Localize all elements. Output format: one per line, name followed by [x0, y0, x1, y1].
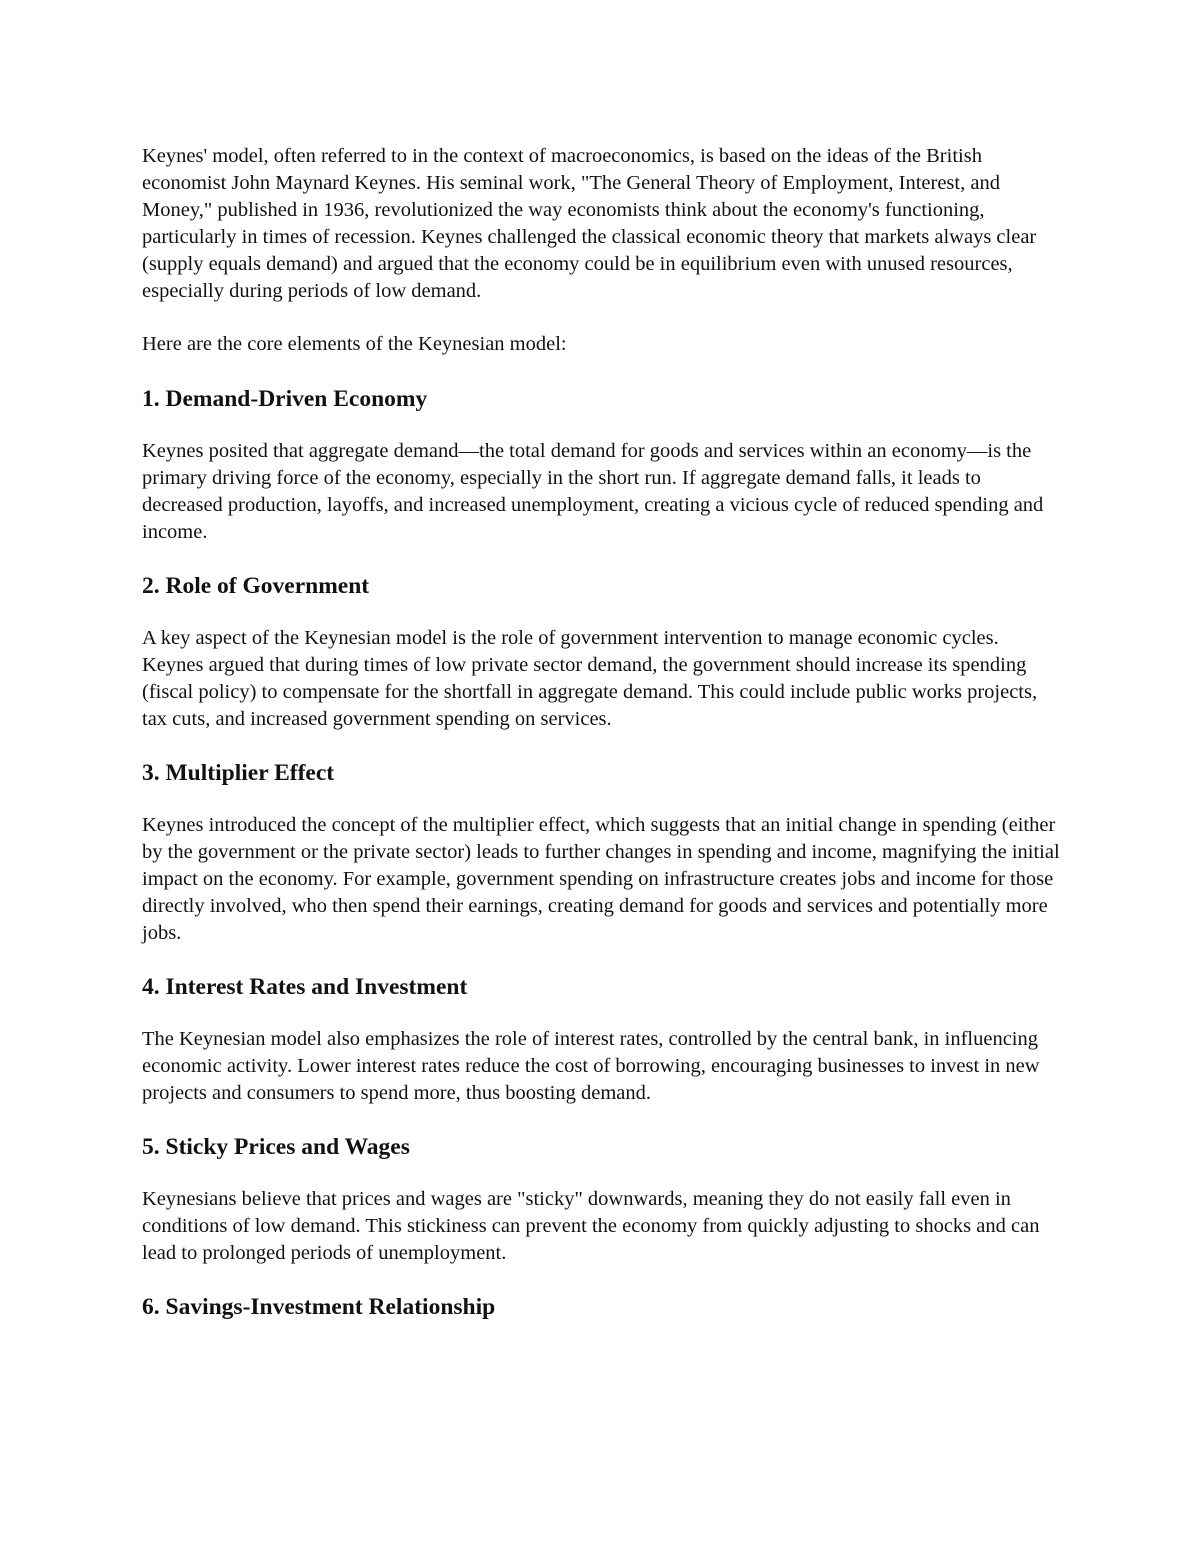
section-body-role-of-government: A key aspect of the Keynesian model is the role of government intervention to manage economic cycles. Keynes argued that during times of low private sector demand, the government should increase its spending (fiscal policy) to compensate for the shortfall in aggregate demand. This could include public works projects, tax cuts, and increased government spending on services.: [142, 627, 1038, 730]
section-heading-savings-investment: 6. Savings-Investment Relationship: [142, 1294, 496, 1320]
section-body-multiplier-effect: Keynes introduced the concept of the multiplier effect, which suggests that an initial change in spending (either by the government or the private sector) leads to further changes in spending and income, magnifying the initial impact on the economy. For example, government spending on infrastructure creates jobs and income for those directly involved, who then spend their earnings, creating demand for goods and services and potentially more jobs.: [142, 814, 1060, 944]
section-body-sticky-prices: Keynesians believe that prices and wages are "sticky" downwards, meaning they do not easily fall even in conditions of low demand. This stickiness can prevent the economy from quickly adjusting to shocks and can lead to prolonged periods of unemployment.: [142, 1188, 1040, 1264]
section-heading-role-of-government: 2. Role of Government: [142, 573, 370, 599]
section-heading-demand-driven-economy: 1. Demand-Driven Economy: [142, 386, 428, 412]
section-heading-sticky-prices: 5. Sticky Prices and Wages: [142, 1134, 410, 1160]
section-body-interest-rates: The Keynesian model also emphasizes the role of interest rates, controlled by the central bank, in influencing economic activity. Lower interest rates reduce the cost of borrowing, encouraging businesses to invest in new projects and consumers to spend more, thus boosting demand.: [142, 1028, 1040, 1104]
lead-paragraph: Here are the core elements of the Keynesian model:: [142, 333, 567, 355]
document-page: [142, 143, 1062, 1322]
section-body-demand-driven-economy: Keynes posited that aggregate demand—the total demand for goods and services within an economy—is the primary driving force of the economy, especially in the short run. If aggregate demand falls, it leads to decreased production, layoffs, and increased unemployment, creating a vicious cycle of reduced spending and income.: [142, 440, 1044, 543]
section-heading-interest-rates: 4. Interest Rates and Investment: [142, 974, 468, 1000]
section-heading-multiplier-effect: 3. Multiplier Effect: [142, 760, 335, 786]
intro-paragraph: Keynes' model, often referred to in the context of macroeconomics, is based on the ideas of the British economist John Maynard Keynes. His seminal work, "The General Theory of Employment, Interest, and Money," published in 1936, revolutionized the way economists think about the economy's functioning, particularly in times of recession. Keynes challenged the classical economic theory that markets always clear (supply equals demand) and argued that the economy could be in equilibrium even with unused resources, especially during periods of low demand.: [142, 145, 1037, 302]
